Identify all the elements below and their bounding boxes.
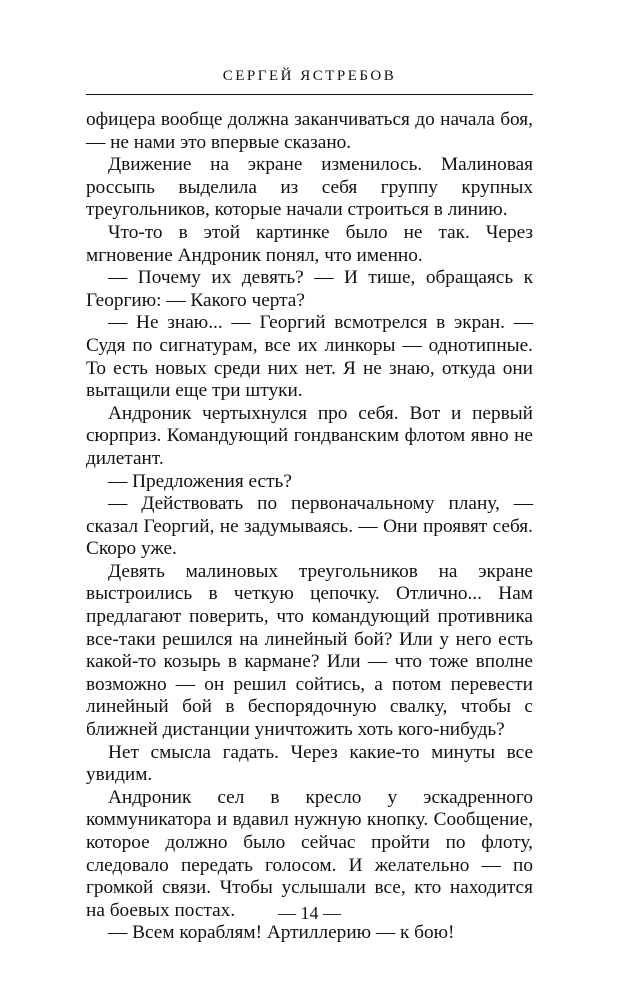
body-text	[86, 109, 533, 945]
running-head: СЕРГЕЙ ЯСТРЕБОВ	[222, 68, 397, 84]
paragraph: Что-то в этой картинке было не так. Через мгновение Андроник понял, что именно.	[86, 221, 533, 266]
paragraph: — Почему их девять? — И тише, обращаясь к Георгию: — Какого черта?	[86, 267, 533, 311]
paragraph: — Всем кораблям! Артиллерию — к бою!	[108, 922, 455, 944]
paragraph: офицера вообще должна заканчиваться до начала боя, — не нами это впервые сказано.	[86, 109, 533, 153]
page-number: — 14 —	[278, 903, 341, 923]
paragraph: Движение на экране изменилось. Малиновая россыпь выделила из себя группу крупных треугольников, которые начали строиться в линию.	[86, 154, 533, 221]
paragraph: Андроник чертыхнулся про себя. Вот и первый сюрприз. Командующий гондванским флотом явно не дилетант.	[86, 402, 533, 469]
paragraph: Девять малиновых треугольников на экране выстроились в четкую цепочку. Отлично... Нам предлагают поверить, что командующий противника все-таки решился на линейный бой? Или у него есть какой-то козырь в кармане? Или — что тоже вполне возможно — он решил сойтись, а потом перевести линейный бой в беспорядочную свалку, чтобы с ближней дистанции уничтожить хоть кого-нибудь?	[86, 560, 533, 741]
paragraph: — Действовать по первоначальному плану, — сказал Георгий, не задумываясь. — Они проявят себя. Скоро уже.	[86, 493, 533, 560]
paragraph: — Предложения есть?	[108, 470, 292, 492]
paragraph: Нет смысла гадать. Через какие-то минуты все увидим.	[86, 741, 533, 786]
paragraph: — Не знаю... — Георгий всмотрелся в экран. — Судя по сигнатурам, все их линкоры — однотипные. То есть новых среди них нет. Я не знаю, откуда они вытащили еще три штуки.	[86, 312, 533, 402]
header-rule	[86, 94, 533, 95]
paragraph: Андроник сел в кресло у эскадренного коммуникатора и вдавил нужную кнопку. Сообщение, которое должно было сейчас пройти по флоту, следовало передать голосом. И желательно — по громкой связи. Чтобы услышали все, кто находится на боевых постах.	[86, 786, 533, 921]
